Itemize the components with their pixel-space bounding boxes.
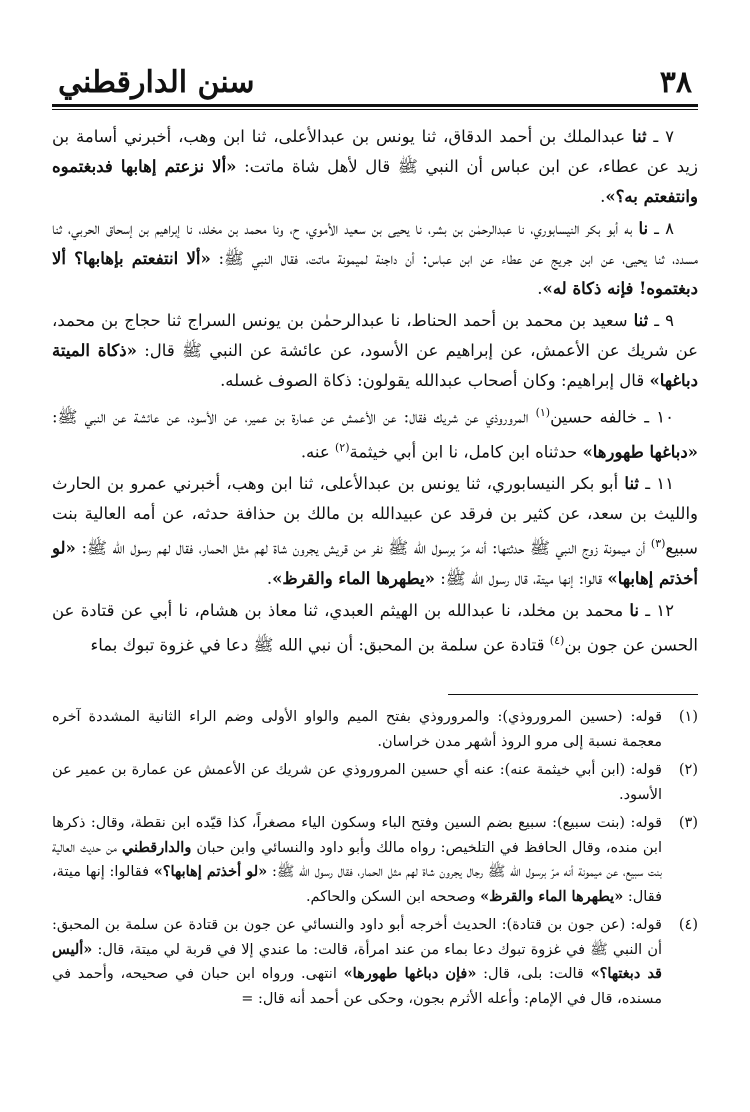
header-rule-thin (52, 109, 698, 110)
bold-quote: ثنا (633, 311, 649, 330)
hadith-paragraph: ٧ ـ ثنا عبدالملك بن أحمد الدقاق، ثنا يونس بن عبدالأعلى، ثنا ابن وهب، أخبرني أسامة بن زيد عن عطاء، عن ابن عباس أن النبي ﷺ قال لأهل شاة ماتت: «ألا نزعتم إهابها فدبغتموه وانتفعتم به؟». (52, 127, 698, 206)
hadith-paragraph: ١٢ ـ نا محمد بن مخلد، نا عبدالله بن الهيثم العبدي، ثنا معاذ بن هشام، نا أبي عن قتادة عن الحسن عن جون بن$^{(٤)}$ قتادة عن سلمة بن المحبق: أن نبي الله ﷺ دعا في غزوة تبوك بماء (52, 600, 698, 654)
footnote-text: قوله: (ابن أبي خيثمة عنه): عنه أي حسين المروروذي عن شريك عن الأعمش عن عمارة بن عمير عن الأسود. (52, 762, 662, 803)
bold-quote: ثنا (624, 474, 640, 493)
bold-quote: «ألا انتفعتم بإهابها؟ ألا دبغتموه! فإنه ذكاة له» (52, 249, 698, 298)
footnote-marker: (٣) (650, 537, 666, 550)
footnote-marker: (١) (535, 406, 551, 419)
footnote-item (52, 811, 698, 909)
bold-quote: «أليس قد دبغتها؟» (52, 940, 662, 982)
footnote-number: (٢) (678, 762, 698, 778)
footnote-item (52, 705, 698, 754)
footnote-text: قوله: (بنت سبيع): سبيع بضم السين وفتح الباء وسكون الياء مصغراً، كذا قيّده ابن نقطة، وقال: ذكرها ابن منده، وقال الحافظ في التلخيص: رواه مالك وأبو داود والنسائي وابن حبان والدارقطني من حديث العالية بنت سبيع، عن ميمونة أنه مرّ برسول الله ﷺ رجال يجرون شاة لهم مثل الحمار، فقال رسول الله ﷺ: «لو أخذتم إهابها؟» فقالوا: إنها ميتة، فقال: «يطهرها الماء والقرظ» وصححه ابن السكن والحاكم. (52, 815, 662, 905)
main-text (52, 122, 698, 660)
bold-quote: «ذكاة الميتة دباغها» (52, 341, 698, 390)
footnote-number: (١) (678, 709, 698, 725)
bold-quote: «دباغها طهورها» (582, 442, 698, 461)
footnote-marker: (٢) (334, 440, 350, 454)
header-rule-thick (52, 104, 698, 107)
hadith-paragraph: ٨ ـ نا به أبو بكر النيسابوري، نا عبدالرحمٰن بن بشر، نا يحيى بن سعيد الأموي، ح، ونا محمد بن مخلد، نا إبراهيم بن إسحاق الحربي، ثنا مسدد، ثنا يحيى، عن ابن جريج عن عطاء عن ابن عباس: أن داجنة لميمونة ماتت، فقال النبي ﷺ: «ألا انتفعتم بإهابها؟ ألا دبغتموه! فإنه ذكاة له». (52, 219, 698, 298)
bold-quote: نا (638, 219, 649, 238)
bold-quote: «يطهرها الماء والقرظ» (272, 568, 435, 588)
hadith-paragraph: ١٠ ـ خالفه حسين$^{(١)}$ المروروذي عن شريك فقال: عن الأعمش عن عمارة بن عمير، عن الأسود، عن عائشة عن النبي ﷺ: «دباغها طهورها» حدثناه ابن كامل، نا ابن أبي خيثمة$^{(٢)}$ عنه. (52, 406, 698, 461)
footnotes (52, 705, 698, 1011)
footnote-number: (٣) (678, 815, 698, 831)
bold-quote: والدارقطني (121, 838, 192, 856)
page-header (52, 52, 698, 102)
bold-quote: «فإن دباغها طهورها» (343, 965, 477, 982)
bold-quote: نا (629, 600, 639, 620)
footnote-number: (٤) (678, 917, 698, 933)
footnote-item (52, 758, 698, 807)
page-number: ٣٨ (659, 65, 692, 100)
bold-quote: «يطهرها الماء والقرظ» (480, 887, 624, 905)
bold-quote: «ألا نزعتم إهابها فدبغتموه وانتفعتم به؟» (52, 157, 698, 206)
footnote-marker: (٤) (549, 633, 565, 647)
hadith-paragraph: ١١ ـ ثنا أبو بكر النيسابوري، ثنا يونس بن عبدالأعلى، ثنا ابن وهب، أخبرني عمرو بن الحارث والليث بن سعد، عن كثير بن فرقد عن عبيدالله بن مالك بن حذافة حدثه، عن أمه العالية بنت سبيع$^{(٣)}$ أن ميمونة زوج النبي ﷺ حدثتها: أنه مرّ برسول الله ﷺ نفر من قريش يجرون شاة لهم مثل الحمار، فقال لهم رسول الله ﷺ: «لو أخذتم إهابها» قالوا: إنها ميتة، قال رسول الله ﷺ: «يطهرها الماء والقرظ». (52, 474, 698, 588)
running-title: سنن الدارقطني (58, 65, 255, 100)
footnote-separator (448, 694, 698, 695)
bold-quote: «لو أخذتم إهابها؟» (153, 863, 268, 880)
hadith-paragraph: ٩ ـ ثنا سعيد بن محمد بن أحمد الحناط، نا عبدالرحمٰن بن يونس السراج ثنا حجاج بن محمد، عن شريك عن الأعمش، عن إبراهيم عن الأسود، عن عائشة عن النبي ﷺ قال: «ذكاة الميتة دباغها» قال إبراهيم: وكان أصحاب عبدالله يقولون: ذكاة الصوف غسله. (52, 311, 699, 390)
footnote-item (52, 913, 698, 1011)
footnote-text: قوله: (عن جون بن قتادة): الحديث أخرجه أبو داود والنسائي عن جون بن قتادة عن سلمة بن المحبق: أن النبي ﷺ في غزوة تبوك دعا بماء من عند امرأة، قالت: ما عندي إلا في قربة لي ميتة، قال: «أليس قد دبغتها؟» قالت: بلى، قال: «فإن دباغها طهورها» انتهى. ورواه ابن حبان في صحيحه، وأحمد في مسنده، قال في الإمام: وأعله الأثرم بجون، وحكى عن أحمد أنه قال: = (52, 917, 662, 1007)
footnote-text: قوله: (حسين المروروذي): والمروروذي بفتح الميم والواو الأولى وضم الراء الثانية المشددة آخره معجمة نسبة إلى مرو الروذ أشهر مدن خراسان. (52, 709, 662, 750)
bold-quote: ثنا (631, 127, 647, 146)
bold-quote: «لو أخذتم إهابها» (52, 538, 698, 588)
